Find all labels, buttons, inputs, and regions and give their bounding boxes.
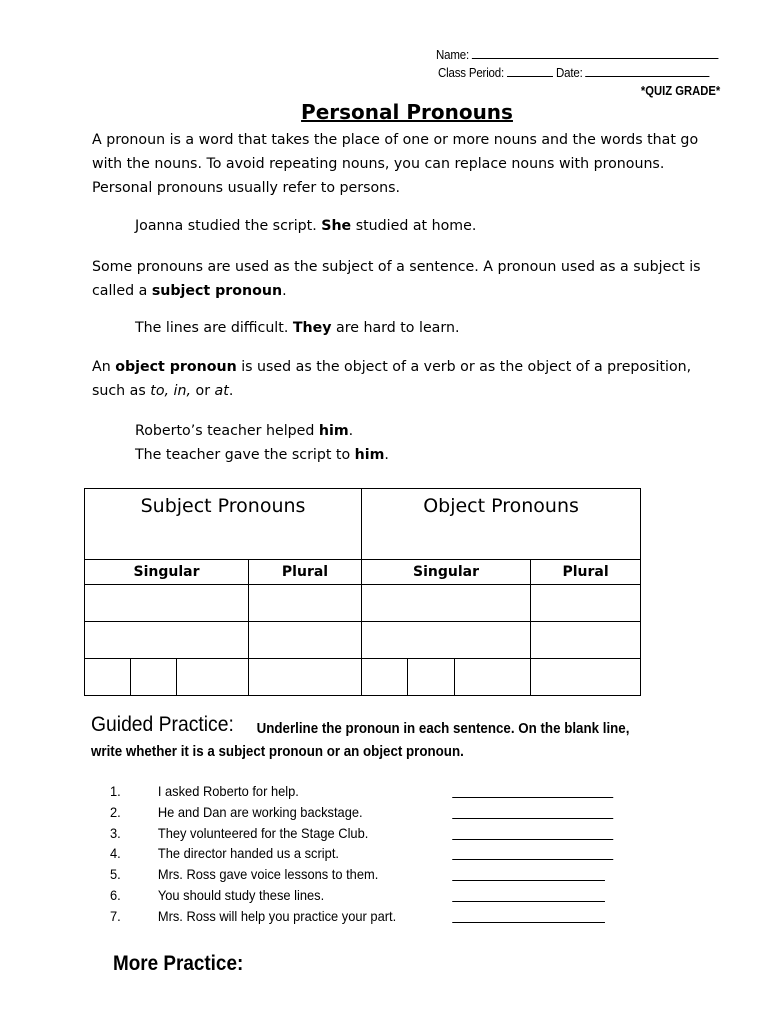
answer-blank[interactable]	[452, 901, 605, 902]
highlighted-pronoun: She	[321, 218, 352, 234]
table-cell[interactable]	[455, 659, 531, 696]
table-cell[interactable]	[249, 659, 362, 696]
class-period-label: Class Period:	[438, 66, 505, 80]
item-number: 1.	[110, 783, 121, 799]
subject-singular-header: Singular	[85, 560, 249, 585]
answer-blank[interactable]	[452, 797, 613, 798]
table-cell[interactable]	[85, 585, 249, 622]
object-singular-header: Singular	[362, 560, 531, 585]
item-sentence: The director handed us a script.	[157, 845, 339, 862]
list-item	[110, 866, 662, 887]
example-sentence-4: The teacher gave the script to him.	[135, 447, 389, 463]
item-sentence: You should study these lines.	[157, 886, 325, 903]
subject-pronoun-paragraph: Some pronouns are used as the subject of a sentence. A pronoun used as a subject is called a subject pronoun.	[92, 259, 701, 299]
table-cell[interactable]	[249, 585, 362, 622]
example-sentence-1: Joanna studied the script. She studied at home.	[135, 218, 477, 234]
subject-pronoun-term: subject pronoun	[151, 283, 283, 299]
table-cell[interactable]	[362, 622, 531, 659]
page-title: Personal Pronouns	[301, 100, 513, 124]
highlighted-pronoun: him	[318, 423, 349, 439]
name-blank[interactable]	[472, 47, 719, 59]
list-item	[110, 804, 662, 825]
date-label: Date:	[556, 66, 583, 80]
answer-blank[interactable]	[452, 859, 613, 860]
table-cell[interactable]	[131, 659, 177, 696]
example-sentence-3: Roberto’s teacher helped him.	[135, 423, 354, 439]
table-cell[interactable]	[531, 659, 641, 696]
item-number: 4.	[110, 845, 121, 862]
item-sentence: I asked Roberto for help.	[157, 783, 299, 799]
item-sentence: Mrs. Ross gave voice lessons to them.	[157, 866, 379, 883]
name-line	[436, 47, 719, 62]
subject-plural-header: Plural	[249, 560, 362, 585]
pronoun-table	[84, 488, 641, 696]
list-item	[110, 887, 662, 908]
table-cell[interactable]	[408, 659, 455, 696]
intro-paragraph: A pronoun is a word that takes the place of one or more nouns and the words that go with the nouns. To avoid repeating nouns, you can replace nouns with pronouns. Personal pronouns usually refer to persons.	[92, 132, 699, 196]
item-number: 3.	[110, 824, 121, 841]
object-pronoun-paragraph: An object pronoun is used as the object of a verb or as the object of a preposition, such as to, in, or at.	[92, 359, 692, 399]
list-item	[110, 845, 662, 866]
guided-practice-title: Guided Practice:	[91, 713, 234, 736]
answer-blank[interactable]	[452, 880, 605, 881]
item-sentence: They volunteered for the Stage Club.	[157, 824, 369, 841]
object-pronoun-term: object pronoun	[115, 359, 237, 375]
item-sentence: He and Dan are working backstage.	[157, 803, 363, 820]
item-sentence: Mrs. Ross will help you practice your part.	[157, 907, 397, 924]
table-cell[interactable]	[362, 659, 408, 696]
example-sentence-2: The lines are difficult. They are hard to learn.	[135, 320, 460, 336]
practice-list	[110, 783, 662, 929]
quiz-grade-label: *QUIZ GRADE*	[640, 84, 720, 98]
object-plural-header: Plural	[531, 560, 641, 585]
table-cell[interactable]	[177, 659, 249, 696]
table-cell[interactable]	[531, 585, 641, 622]
subject-pronouns-header: Subject Pronouns	[85, 489, 362, 560]
answer-blank[interactable]	[452, 839, 613, 840]
answer-blank[interactable]	[452, 818, 613, 819]
class-period-line	[438, 65, 710, 80]
item-number: 5.	[110, 866, 121, 883]
answer-blank[interactable]	[452, 922, 605, 923]
table-cell[interactable]	[85, 659, 131, 696]
highlighted-pronoun: They	[292, 320, 332, 336]
table-cell[interactable]	[85, 622, 249, 659]
date-blank[interactable]	[586, 65, 710, 77]
list-item	[110, 825, 662, 846]
list-item	[110, 783, 662, 804]
list-item	[110, 908, 662, 929]
class-period-blank[interactable]	[507, 65, 553, 77]
item-number: 7.	[110, 907, 121, 924]
highlighted-pronoun: him	[354, 447, 385, 463]
table-cell[interactable]	[531, 622, 641, 659]
object-pronouns-header: Object Pronouns	[362, 489, 641, 560]
item-number: 2.	[110, 803, 121, 820]
name-label: Name:	[436, 48, 469, 62]
guided-practice-instructions: Underline the pronoun in each sentence. On the blank line, write whether it is a subject pronoun or an object pronoun.	[91, 721, 630, 760]
more-practice-heading: More Practice:	[113, 952, 244, 975]
table-cell[interactable]	[249, 622, 362, 659]
item-number: 6.	[110, 886, 121, 903]
table-cell[interactable]	[362, 585, 531, 622]
